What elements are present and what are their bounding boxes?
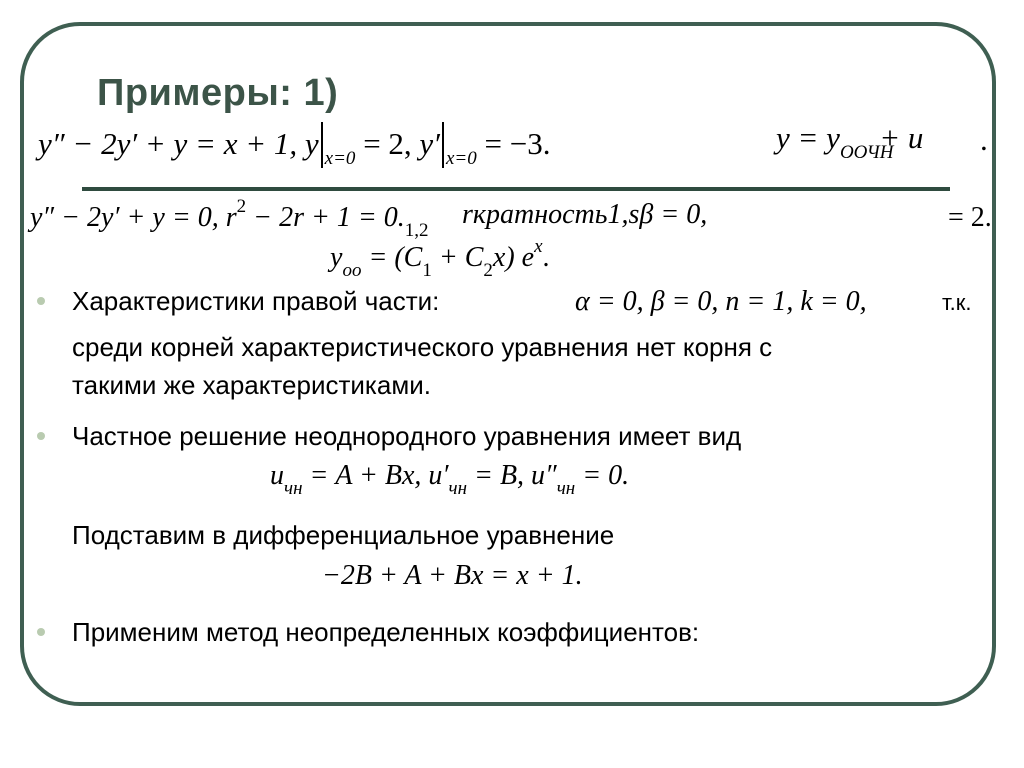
bullet-marker-1 (37, 297, 45, 305)
u-sub-3: чн (556, 478, 576, 499)
bullet-1-line-2: среди корней характеристического уравнения нет корня с (72, 332, 773, 362)
bullet-2-line-1: Частное решение неоднородного уравнения имеет вид (72, 421, 742, 451)
u-rest-2: = B, u″ (467, 460, 557, 491)
u-1: u (270, 460, 284, 491)
cond1-left: y (304, 126, 319, 161)
yoo-sub: oo (342, 260, 362, 281)
u-rest-3: = 0. (575, 460, 630, 491)
bullet-marker-3 (37, 628, 45, 636)
right-side-params: α = 0, β = 0, n = 1, k = 0, (575, 286, 867, 317)
char-exponent: 2 (236, 196, 247, 217)
cond2-sub: x=0 (445, 148, 477, 169)
eq3-dot: . (542, 242, 550, 273)
ode-expression: y″ − 2y′ + y = x + 1, (38, 126, 298, 161)
bullet-1-line-1: Характеристики правой части: (72, 286, 440, 316)
cond1-sub: x=0 (324, 148, 356, 169)
char-rest: − 2r + 1 = 0. (253, 202, 405, 233)
substituted-equation: −2B + A + Bx = x + 1. (322, 560, 583, 591)
overlapping-annotation: rкратность1,sβ = 0, (462, 199, 708, 230)
rhs-c1: = (C (368, 242, 423, 273)
general-plus-u: + u (879, 120, 924, 155)
yoo: y (330, 242, 343, 273)
particular-solution-formula (270, 460, 630, 499)
exp-x: x (534, 236, 543, 257)
eval-bar-2 (442, 122, 444, 168)
tk-abbreviation: т.к. (942, 290, 972, 315)
equals-two: = 2. (948, 202, 992, 233)
slide-title: Примеры: 1) (97, 72, 339, 114)
divider-line (82, 187, 950, 191)
u-sub-2: чн (448, 478, 468, 499)
c2-sub: 2 (483, 260, 493, 281)
characteristic-equation (30, 196, 429, 241)
general-y: y = y (776, 120, 840, 155)
cond2-right: = −3. (484, 126, 551, 161)
bullet-marker-2 (37, 432, 45, 440)
u-sub-1: чн (284, 478, 303, 499)
c1-sub: 1 (422, 260, 432, 281)
char-r: r (225, 202, 237, 233)
bullet-3-line-1: Применим метод неопределенных коэффициентов: (72, 617, 700, 647)
cond2-left: y′ (419, 126, 440, 161)
cond1-right: = 2, (363, 126, 412, 161)
roots-sub: 1,2 (404, 220, 429, 241)
u-rest-1: = A + Bx, u′ (302, 460, 449, 491)
trailing-dot: . (980, 122, 988, 157)
bullet-1-line-3: такими же характеристиками. (72, 370, 431, 400)
general-sub: ООЧН (839, 142, 894, 163)
general-solution (776, 120, 924, 163)
substitute-text: Подставим в дифференциальное уравнение (72, 520, 615, 550)
plus-c2: + C (438, 242, 484, 273)
eval-bar-1 (321, 122, 323, 168)
homogeneous-ode: y″ − 2y′ + y = 0, (30, 202, 219, 233)
x-exp: x) e (492, 242, 535, 273)
ode-with-conditions (38, 122, 550, 168)
homogeneous-solution (330, 236, 550, 281)
